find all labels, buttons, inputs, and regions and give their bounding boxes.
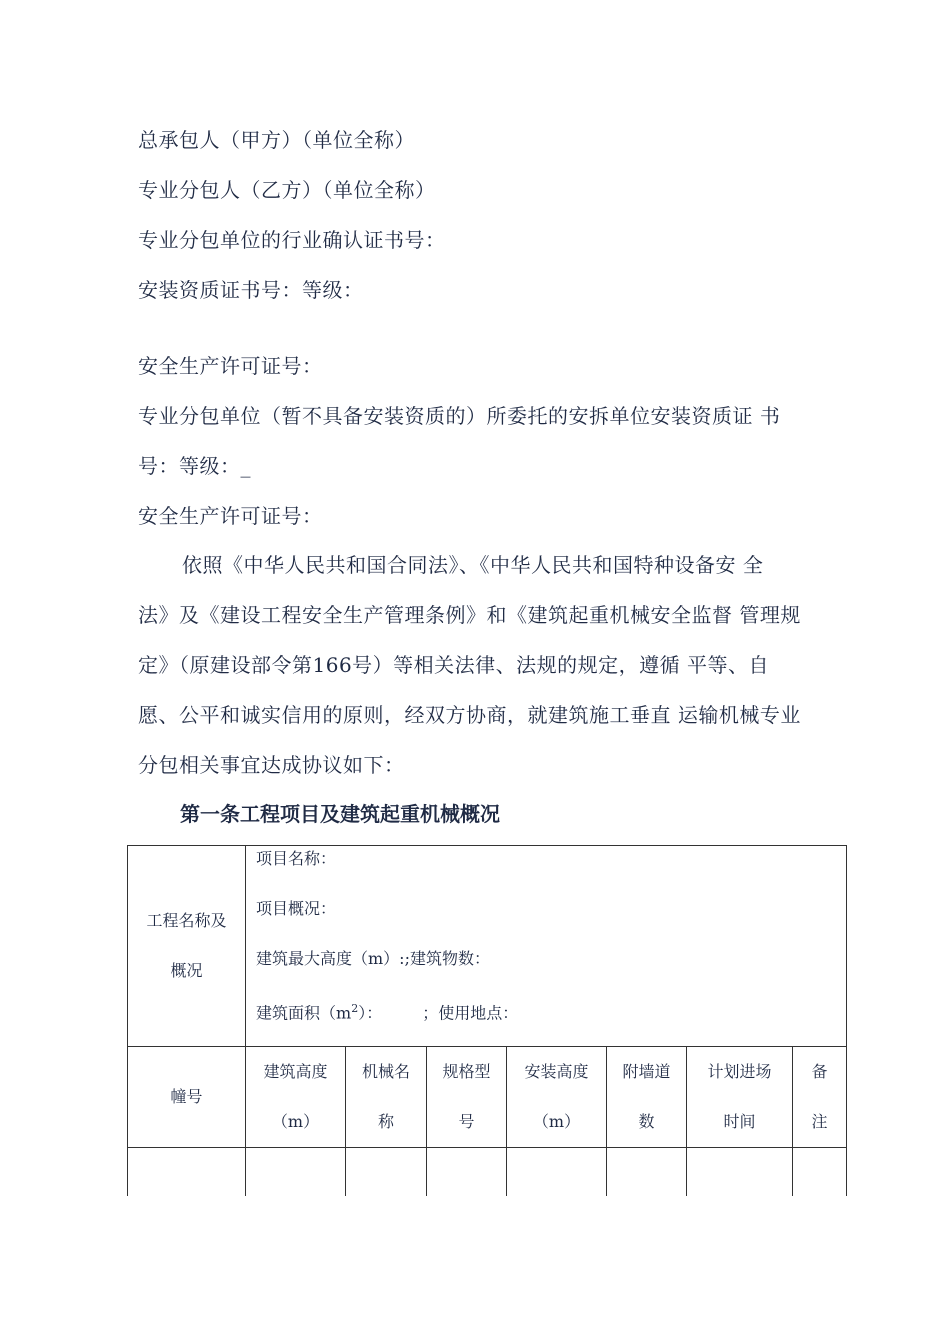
col-machine-name: 机械名 称 [346,1047,427,1148]
project-overview-cell [246,846,847,1047]
col-model-spec: 规格型 号 [427,1047,507,1148]
table-row [128,1148,847,1197]
legal-basis-paragraph [138,540,838,790]
project-label-line: 工程名称及 [146,911,227,930]
table-cell[interactable] [607,1148,687,1197]
table-cell[interactable] [507,1148,607,1197]
table-cell[interactable] [246,1148,346,1197]
col-remarks: 备 注 [793,1047,847,1148]
project-name-field: 项目名称： [256,849,337,868]
table-cell[interactable] [128,1148,246,1197]
building-area-field: 建筑面积$(m^2)$： ；使用地点： [256,1002,519,1023]
col-building-height: 建筑高度 （m） [246,1047,346,1148]
project-overview-table [127,845,847,1196]
subcontractor-line: 专业分包人（乙方）（单位全称） [138,178,436,202]
entrusted-unit-grade-line: 号：等级：_ [138,454,251,478]
installation-qualification-line: 安装资质证书号：等级： [138,278,364,302]
article-one-heading: 第一条工程项目及建筑起重机械概况 [180,802,500,826]
general-contractor-line: 总承包人（甲方）（单位全称） [138,128,415,152]
paragraph-line: 依照《中华人民共和国合同法》、《中华人民共和国特种设备安 全 [182,553,764,577]
col-entry-time: 计划进场 时间 [687,1047,793,1148]
table-cell[interactable] [687,1148,793,1197]
paragraph-line: 分包相关事宜达成协议如下： [138,753,405,777]
paragraph-line: 法》及《建设工程安全生产管理条例》和《建筑起重机械安全监督 管理规 [138,603,801,627]
safety-license-line-1: 安全生产许可证号： [138,354,323,378]
project-label-cell [128,846,246,1047]
paragraph-line: 定》（原建设部令第166号）等相关法律、法规的规定，遵循 平等、自 [138,653,770,677]
safety-license-line-2: 安全生产许可证号： [138,504,323,528]
table-cell[interactable] [346,1148,427,1197]
col-install-height: 安装高度 （m） [507,1047,607,1148]
table-cell[interactable] [793,1148,847,1197]
project-overview-field: 项目概况： [256,899,337,918]
project-label-line: 概况 [170,961,203,980]
building-height-field: 建筑最大高度（m）:;建筑物数： [256,949,490,968]
industry-certificate-line: 专业分包单位的行业确认证书号： [138,228,446,252]
entrusted-unit-line: 专业分包单位（暂不具备安装资质的）所委托的安拆单位安装资质证 书 [138,404,781,428]
paragraph-line: 愿、公平和诚实信用的原则，经双方协商，就建筑施工垂直 运输机械专业 [138,703,801,727]
table-cell[interactable] [427,1148,507,1197]
equipment-header-row [128,1047,847,1148]
col-wall-ties: 附墙道 数 [607,1047,687,1148]
col-building-number: 幢号 [128,1047,246,1148]
